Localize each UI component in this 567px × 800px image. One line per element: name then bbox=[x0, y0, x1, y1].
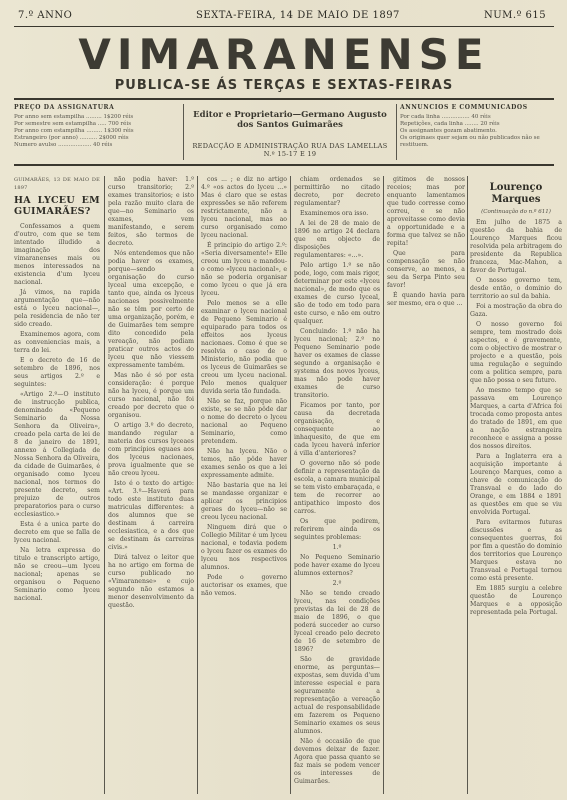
paragraph: chiam ordenados se permittirão no citado decreto, por decreto regulamentar? bbox=[294, 176, 380, 207]
date-label: SEXTA-FEIRA, 14 DE MAIO DE 1897 bbox=[196, 10, 400, 21]
column-divider bbox=[197, 176, 198, 794]
subscription-line: Por semestre sem estampilha ..... 700 réis bbox=[14, 121, 132, 127]
paragraph: Pode o governo auctorisar os exames, que não vemos. bbox=[201, 574, 287, 597]
paragraph: O governo não só pode definir a representação da escola, a camara municipal se tem visto embaraçada, e tem de recorrer ao antipathico imposto dos carros. bbox=[294, 460, 380, 515]
paragraph: Examinemos agora, com as conveniencias mais, a terra do lei. bbox=[14, 331, 100, 354]
column-divider bbox=[383, 176, 384, 794]
paragraph: O nosso governo tem, desde então, o dominio do territorio ao sul da bahia. bbox=[470, 277, 562, 300]
paragraph: Em 1885 surgiu a celebre questão de Lourenço Marques e a opposição representada pela Portugal. bbox=[470, 585, 562, 616]
article-column-2 bbox=[108, 176, 194, 794]
section-title: Lourenço Marques bbox=[489, 182, 543, 205]
subscription-title: PREÇO DA ASSIGNATURA bbox=[14, 104, 115, 111]
paragraph: Os que pedirem, referirem ainda os seguintes problemas: bbox=[294, 518, 380, 541]
paragraph: No Pequeno Seminario pode haver exame do lyceu alumnos externos? bbox=[294, 554, 380, 577]
paragraph: É quando havia para ser mesmo, era o que ... bbox=[387, 292, 465, 307]
paragraph: Na letra expressa do titulo e transcripto artigo, não se creou—um lyceu nacional; apenas se organisou o Pequeno Seminario como lyceu nacional. bbox=[14, 547, 100, 602]
editor-box bbox=[186, 104, 394, 160]
paragraph: Ninguem dirá que o Collegio Militar é um lyceu nacional, e todavia podem o lyceu fazer os exames do lyceu nos respectivos alumnos. bbox=[201, 524, 287, 571]
article-column-4 bbox=[294, 176, 380, 794]
header-rule bbox=[14, 26, 554, 27]
editor-line: Editor e Proprietario—Germano Augusto dos Santos Guimarães bbox=[193, 110, 387, 130]
subscription-line: Numero avulso ................... 40 réis bbox=[14, 142, 113, 148]
paragraph: Dirá talvez o leitor que ha no artigo em forma de curso publicado no «Vimaranense» e cujo segundo não estamos a menor desenvolvimento da questão. bbox=[108, 554, 194, 609]
article-column-3 bbox=[201, 176, 287, 794]
subscription-box bbox=[14, 104, 180, 160]
column-divider bbox=[467, 176, 468, 794]
paragraph: Mas não é só por esta consideração: é porque não ha lyceu, é porque um curso nacional, não foi creado por decreto que o organisou. bbox=[108, 372, 194, 419]
masthead-title: VIMARANENSE bbox=[78, 30, 490, 79]
paragraph: Esta é a unica parte do decreto em que se falla de lyceu nacional. bbox=[14, 521, 100, 544]
paragraph: Ao mesmo tempo que se passava em Lourenço Marques, a carta d'Africa foi trocada como proposta antes do tratado de 1891, em que a nação estrangeira reconhece e assigna a posse dos nossos direitos. bbox=[470, 387, 562, 450]
subscription-line: Por anno sem estampilha ......... 1$200 réis bbox=[14, 114, 134, 120]
paragraph: Não é occasião de que devemos deixar de fazer. Agora que passa quanto se faz mais se podem vencer os interesses de Guimarães. bbox=[294, 738, 380, 785]
paragraph: Em julho de 1875 a questão da bahia de Lourenço Marques ficou resolvida pela arbitragem do presidente da Republica franceza, Mac-Mahon, a favor de Portugal. bbox=[470, 219, 562, 274]
section-subtitle: (Continuação do n.º 611) bbox=[481, 209, 551, 215]
paragraph: «Artigo 2.º—O instituto de instrucção publica, denominado «Pequeno Seminario da Nossa Senhora da Oliveira», creado pela carta de lei de 8 de janeiro de 1891, annexo á Collegiada de Nossa Senhora da Oliveira, da cidade de Guimarães, é organisado como lyceu nacional, nos termos do presente decreto, sem prejuizo de outros preparatorios para o curso ecclesiastico.» bbox=[14, 391, 100, 518]
paragraph: gitimos de nossos receios; mas por enquanto lamentamos que tudo corresse como correu, e se não aproveitasse como devia a opportunidade e a forma que talvez se não repita! bbox=[387, 176, 465, 247]
article-column-5 bbox=[387, 176, 465, 794]
question-number: 2.º bbox=[332, 580, 342, 587]
article-dateline: GUIMARÃES, 13 DE MAIO DE 1897 bbox=[14, 177, 100, 191]
paragraph: Nós entendemos que não podia haver os exames, porque—sendo a organisação do curso lyceal uma excepção, e tanto que, ainda os lyceus nacionaes possivelmente não se têm por certo de uma organização, porém, e de Guimarães tem sempre dito concedido pela vereação, não podiam praticar outros actos do lyceu que não viessem expressamente também. bbox=[108, 250, 194, 369]
paragraph: Para evitarmos futuras discussões e as consequentes guerras, foi por fim a questão do dominio dos territorios que Lourenço Marques estava no Transvaal e Portugal tornou como está presente. bbox=[470, 519, 562, 582]
paragraph: A lei de 28 de maio de 1896 no artigo 24 declara que em objecto de disposições regulamentares: «...». bbox=[294, 220, 380, 259]
masthead-subtitle: PUBLICA-SE ÁS TERÇAS E SEXTAS-FEIRAS bbox=[114, 78, 454, 93]
box-rule bbox=[14, 164, 554, 166]
ads-line: Repetições, cada linha ........ 20 réis bbox=[400, 121, 500, 127]
issue-number: NUM.º 615 bbox=[484, 10, 547, 21]
year-label: 7.º ANNO bbox=[18, 10, 73, 21]
paragraph: Não ha lyceu. Não o temos, não pôde haver exames senão os que a lei expressamente admite. bbox=[201, 448, 287, 479]
divider bbox=[396, 104, 397, 160]
lourenco-marques-column bbox=[470, 176, 562, 794]
paragraph: Não bastaria que na lei se mandasse organizar e aplicar os principios geraes do lyceu—não se creou lyceu nacional. bbox=[201, 482, 287, 521]
ads-title: ANNUNCIOS E COMMUNICADOS bbox=[400, 104, 528, 111]
ads-line: Por cada linha ................ 40 réis bbox=[400, 114, 491, 120]
question-number: 1.º bbox=[332, 544, 342, 551]
paragraph: O artigo 3.º do decreto, mandando regular a materia dos cursos lyceaes com princípios eguaes aos dos lyceus nacionaes, prova igualmente que se não creou lyceu. bbox=[108, 422, 194, 477]
paragraph: É principio do artigo 2.º: «Seria diversamente!» Elle creou um lyceu e mandou-o como «lyceu nacional», e não se poderia organisar como lyceu o que já era lyceu. bbox=[201, 242, 287, 297]
ads-line: Os originaes quer sejam ou não publicados não se restituem. bbox=[400, 135, 540, 148]
masthead-rule bbox=[14, 98, 554, 100]
paragraph: Foi a mostração da obra do Gaza. bbox=[470, 303, 562, 318]
subscription-line: Estrangeiro (por anno) .......... 2$000 réis bbox=[14, 135, 129, 141]
paragraph: São de gravidade enorme, as perguntas—expostas, sem duvida d'um interesse especial e para seguramente a representação a vereação actual de responsabilidade em fazerem os Pequeno Seminario exames os seus alumnos. bbox=[294, 656, 380, 735]
paragraph: Pelo artigo 1.º se não pode, logo, com mais rigor, determinar por este «lyceu nacional», de modo que os exames de curso lyceal, são de todo em todo para este curso, e não em outro qualquer. bbox=[294, 262, 380, 325]
paragraph: E o decreto de 16 de setembro de 1896, nos seus artigos 2.º e seguintes: bbox=[14, 357, 100, 388]
divider bbox=[183, 104, 184, 160]
ads-line: Os assignantes gozam abatimento. bbox=[400, 128, 497, 134]
paragraph: não podia haver: 1.º curso transitorio; 2.º exames transitorios; e isto pela razão muito clara de que—no Seminario os exames, vem manifestando, e serem feitos, são termos de decreto. bbox=[108, 176, 194, 247]
ads-box bbox=[400, 104, 554, 160]
paragraph: Pelo menos se a elle examinar o lyceu nacional de Pequeno Seminario é equiparado para todos os effeitos aos lyceus nacionaes. Como é que se resolvia o caso de o Ministerio, não podia que os lyceus de Guimarães se creou um lyceu nacional. Pelo menos qualquer duvida seria tão fundada. bbox=[201, 300, 287, 395]
paragraph: Confessamos a quem d'outro, com que se tem intentado illudido a imaginação dos vimaranenses mais ou menos interessados na existencia d'um lyceu nacional. bbox=[14, 223, 100, 286]
header-row bbox=[14, 10, 554, 24]
paragraph: O nosso governo foi sempre, tem mostrado dois aspectos, e é gravemente, com o objectivo de mostrar o projecto e a questão, pois uma regulação e seguindo com a politica sempre, para que não possa o seu futuro. bbox=[470, 321, 562, 384]
paragraph: Isto é o texto do artigo: «Art. 3.º—Haverá para todo este instituto duas matriculas differentes: a dos alumnos que se destinam á carreira ecclesiastica, e a dos que se destinam ás carreiras civis.» bbox=[108, 480, 194, 551]
paragraph: Ficamos por tanto, por causa da decretada organisação, e consequente ao inhaquesito, de que em cada lyceu haverá inferior á villa d'anteriores? bbox=[294, 402, 380, 457]
article-headline: HA LYCEU EM GUIMARÃES? bbox=[14, 195, 100, 217]
paragraph: Para a Inglaterra era a acquisição importante á Lourenço Marques, como a chave de comunicação do Transvaal e do lado do Orange, e em 1884 e 1891 as questões em que se viu envolvida Portugal. bbox=[470, 453, 562, 516]
column-divider bbox=[290, 176, 291, 794]
article-column-1 bbox=[14, 176, 100, 794]
paragraph: Não se faz, porque não existe, se se não pôde dar o nome do decreto o lyceu nacional ao Pequeno Seminario, como pretendem. bbox=[201, 398, 287, 445]
subscription-line: Por anno com estampilha ......... 1$300 réis bbox=[14, 128, 134, 134]
column-divider bbox=[104, 176, 105, 794]
paragraph: Já vimos, na rapida argumentação que—não está o lyceu nacional—, pela residencia de não ter sido creado. bbox=[14, 289, 100, 328]
paragraph: Examinemos ora isso. bbox=[300, 210, 369, 217]
paragraph: Não se tendo creado lyceu, nas condições previstas da lei de 28 de maio de 1896, o que poderá succeder ao curso lyceal creado pelo decreto de 16 de setembro de 1896? bbox=[294, 590, 380, 653]
address-line: REDACÇÃO E ADMINISTRAÇÃO RUA DAS LAMELLAS N.º 15-17 E 19 bbox=[192, 142, 388, 158]
paragraph: Concluindo: 1.º não ha lyceu nacional; 2.º no Pequeno Seminario pode haver os exames de classe segundo a organisação e systema dos novos lyceus, mas não pode haver exames de curso transitorio. bbox=[294, 328, 380, 399]
paragraph: Que para compensação se não conserve, ao menos, a seu da Serpa Pinto seu favor! bbox=[387, 250, 465, 289]
paragraph: cos ... ; e diz no artigo 4.º «os actos do lyceu ...» Mas é claro que se estas expressões se não referem restrictamente, não a lyceu nacional, mas ao curso organisado como lyceu nacional. bbox=[201, 176, 287, 239]
